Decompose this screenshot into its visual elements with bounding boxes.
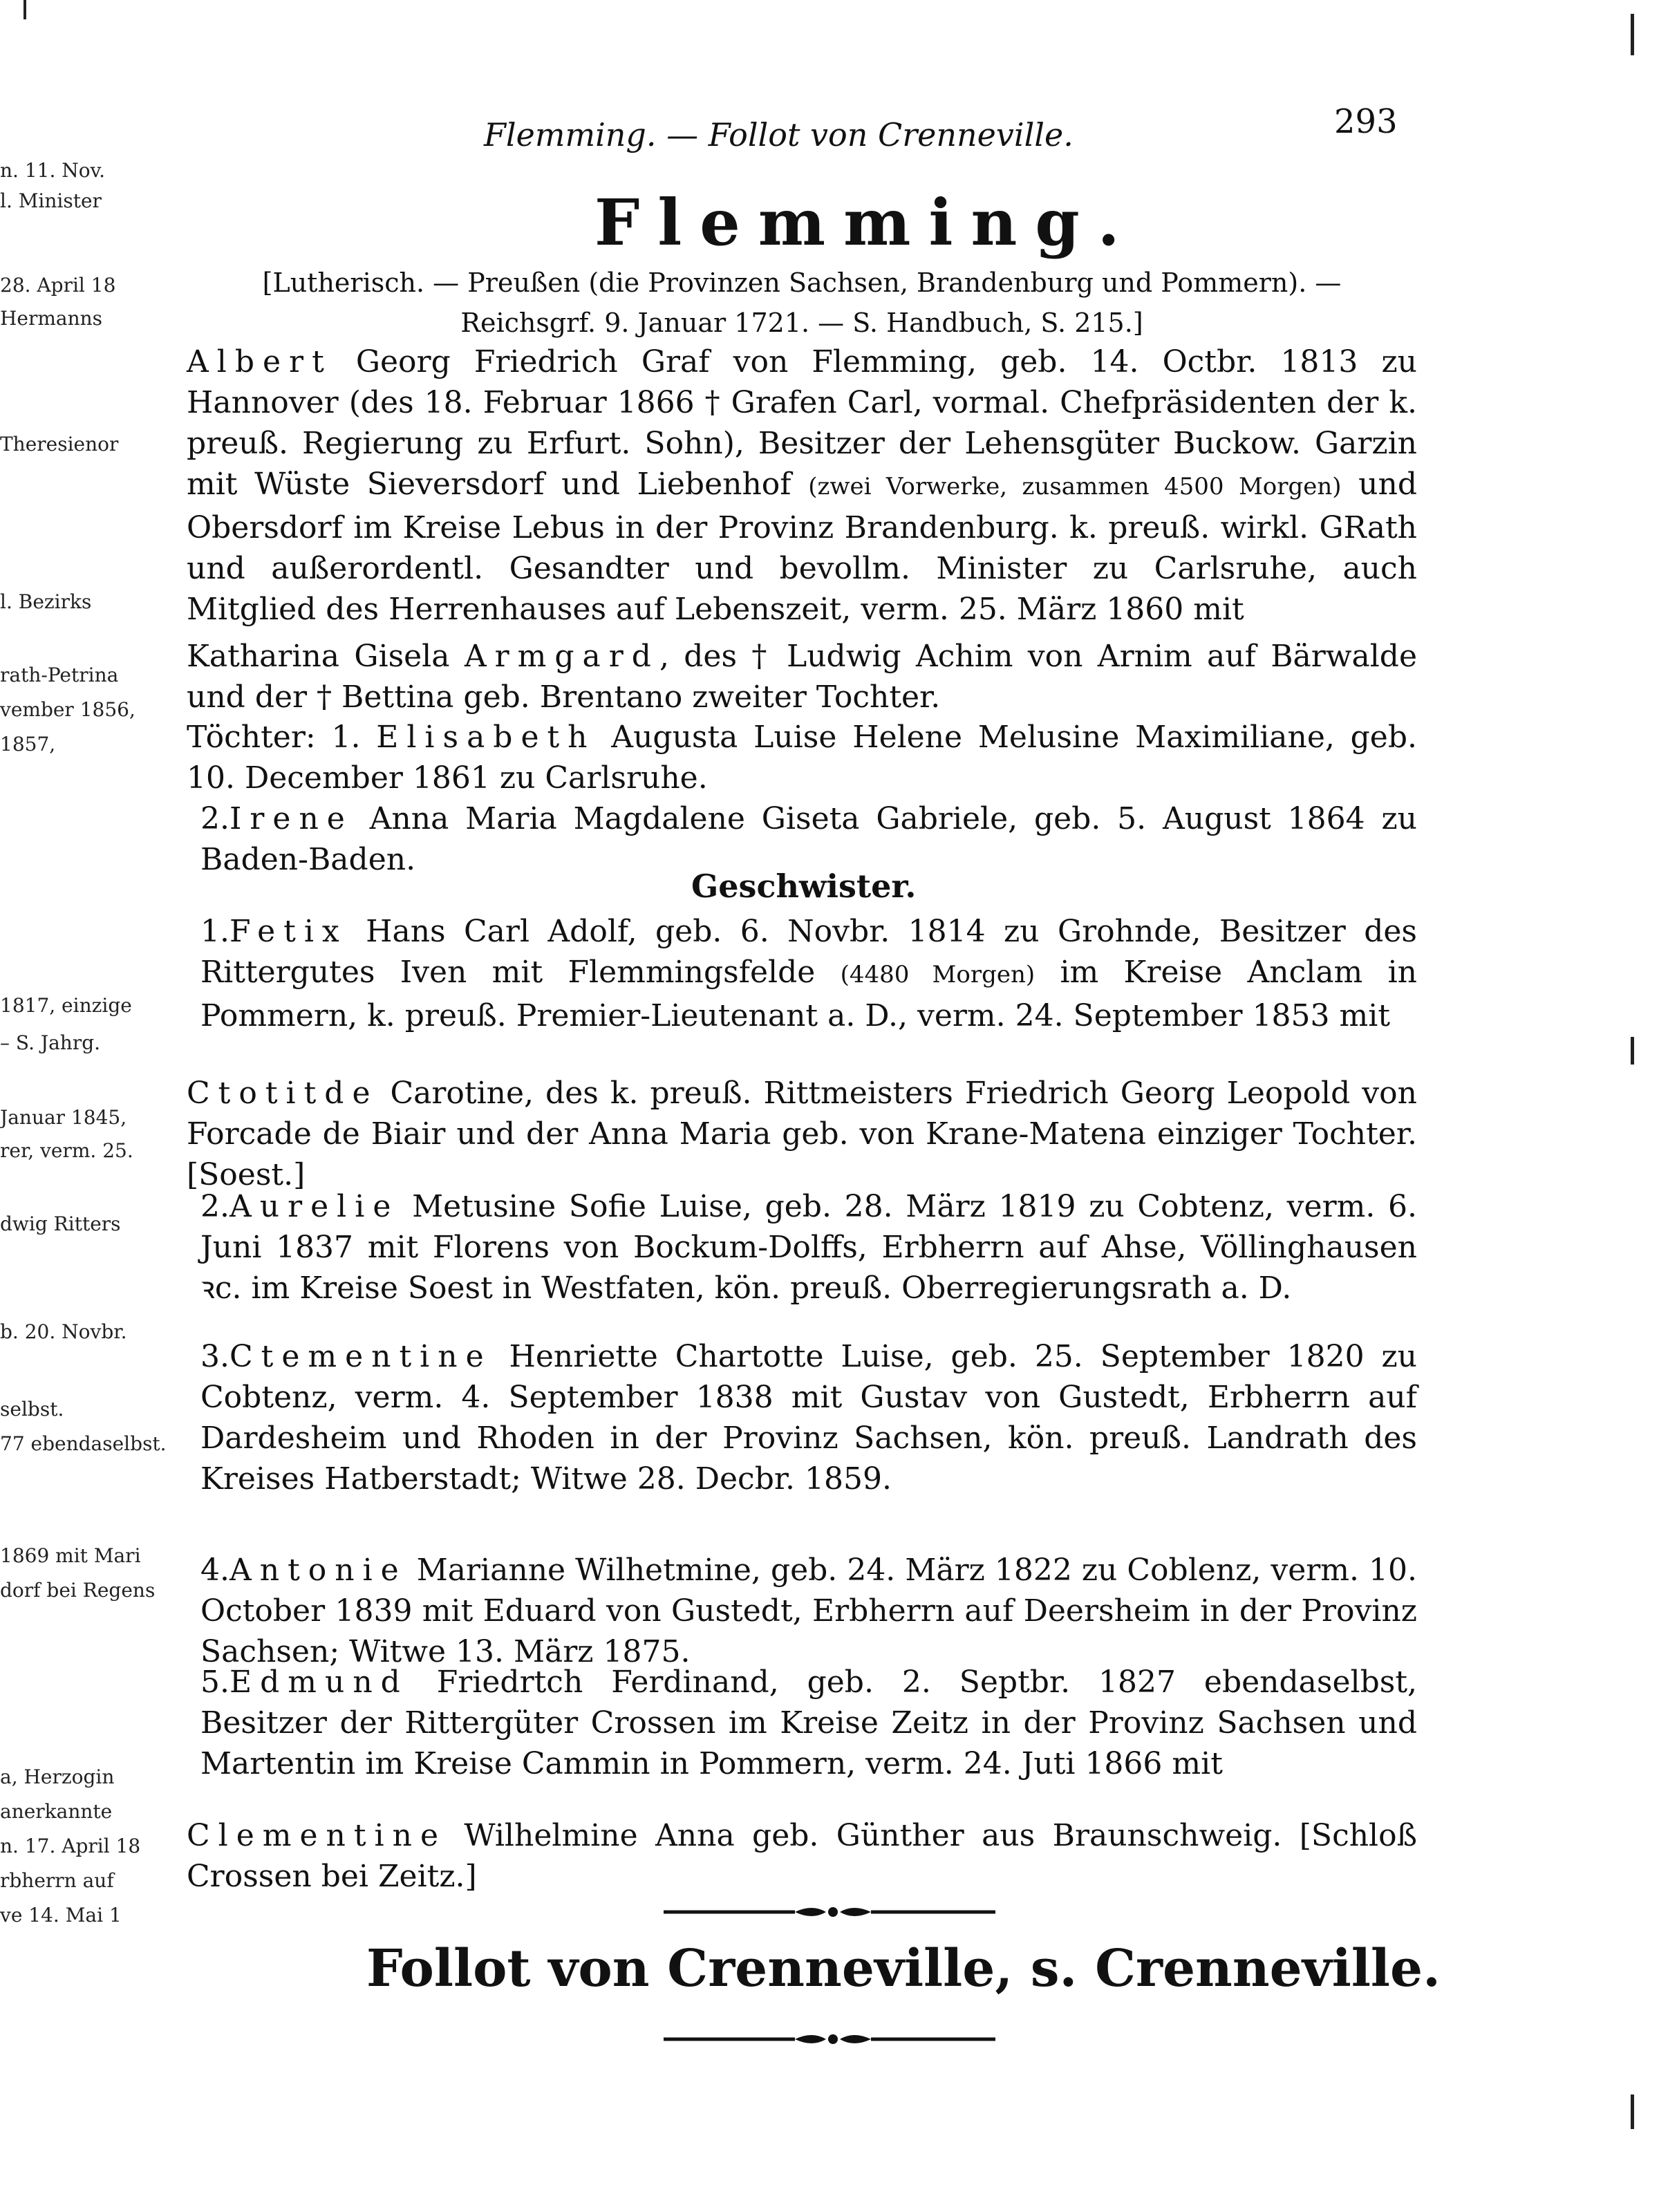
sibling-text: Henriette Chartotte Luise, geb. 25. September 1820 zu Cobtenz, verm. 4. September 1838 mit Gustav von Gustedt, Erbherrn auf Dardesheim und Rhoden in der Provinz Sachsen, kön. preuß. Landrath des Kreises Hatberstadt; Witwe 28. Decbr. 1859. (200, 1339, 1417, 1497)
sibling-text: Hans Carl Adolf, geb. 6. Novbr. 1814 zu Grohnde, Besitzer des Rittergutes Iven mit Flemmingsfelde (200, 914, 1417, 990)
margin-fragment: rbherrn auf (0, 1869, 114, 1892)
sibling-name: Aurelie (229, 1189, 400, 1224)
daughter-text: Augusta Luise Helene Melusine Maximiliane, geb. 10. December 1861 zu Carlsruhe. (187, 720, 1417, 796)
header-note-line: [Lutherisch. — Preußen (die Provinzen Sachsen, Brandenburg und Pommern). — (262, 268, 1342, 298)
edge-mark (24, 0, 26, 19)
list-number: 1. (331, 720, 377, 755)
margin-fragment: vember 1856, (0, 698, 135, 721)
sibling-entry (200, 1550, 1417, 1672)
margin-fragment: selbst. (0, 1398, 64, 1421)
margin-fragment: Theresienor (0, 433, 119, 456)
sibling-spouse-name: Clementine (187, 1818, 447, 1853)
margin-fragment: rath-Petrina (0, 664, 119, 686)
sibling-text: Friedrtch Ferdinand, geb. 2. Septbr. 1827 ebendaselbst, Besitzer der Rittergüter Crossen im Kreise Zeitz in der Provinz Sachsen und Martentin im Kreise Cammin in Pommern, verm. 24. Juti 1866 mit (200, 1665, 1417, 1781)
list-number: 2. (200, 1189, 229, 1224)
margin-fragment: n. 17. April 18 (0, 1835, 141, 1857)
daughter-text: Anna Maria Magdalene Giseta Gabriele, geb. 5. August 1864 zu Baden-Baden. (200, 801, 1417, 877)
margin-fragment: – S. Jahrg. (0, 1031, 101, 1054)
sibling-spouse-text: Carotine, des k. preuß. Rittmeisters Friedrich Georg Leopold von Forcade de Biair und der Anna Maria geb. von Krane-Matena einziger Tochter. [Soest.] (187, 1076, 1417, 1192)
sibling-entry (200, 1186, 1417, 1309)
margin-fragment: Hermanns (0, 307, 103, 330)
margin-fragment: n. 11. Nov. (0, 159, 106, 182)
section-heading: Geschwister. (691, 868, 917, 905)
sibling-spouse-entry (187, 1815, 1417, 1897)
entry-text: Georg Friedrich Graf von Flemming, geb. 14. Octbr. 1813 zu Hannover (des 18. Februar 1866 † Grafen Carl, vormal. Chefpräsidenten der k. preuß. Regierung zu Erfurt. Sohn), Besitzer der Lehensgüter Buckow. Garzin mit Wüste Sieversdorf und Liebenhof (187, 344, 1417, 502)
entry-note: (zwei Vorwerke, zusammen 4500 Morgen) (808, 473, 1342, 500)
margin-fragment: anerkannte (0, 1800, 113, 1823)
sibling-name: Antonie (229, 1553, 407, 1588)
edge-mark (1631, 14, 1634, 55)
entry-text: und Obersdorf im Kreise Lebus in der Provinz Brandenburg. k. preuß. wirkl. GRath und außerordentl. Gesandter und bevollm. Minister zu Carlsruhe, auch Mitglied des Herrenhauses auf Lebenszeit, verm. 25. März 1860 mit (187, 467, 1417, 627)
sibling-text: im Kreise Anclam in Pommern, k. preuß. Premier-Lieutenant a. D., verm. 24. September 1853 mit (200, 955, 1418, 1033)
margin-fragment: 1857, (0, 733, 56, 756)
sibling-spouse-name: Ctotitde (187, 1076, 379, 1111)
margin-fragment: ve 14. Mai 1 (0, 1904, 122, 1927)
spouse-text: , des † Ludwig Achim von Arnim auf Bärwalde und der † Bettina geb. Brentano zweiter Tochter. (187, 639, 1417, 715)
margin-fragment: a, Herzogin (0, 1765, 115, 1788)
spouse-first-names: Katharina Gisela (187, 639, 465, 674)
entry-name: Albert (187, 344, 332, 379)
sibling-name: Ctementine (229, 1339, 492, 1374)
daughter-name: Irene (229, 801, 353, 836)
sibling-entry (200, 1336, 1417, 1499)
header-note (187, 263, 1417, 343)
daughter-name: Elisabeth (376, 720, 596, 755)
sibling-entry (200, 1662, 1417, 1784)
page-number: 293 (1334, 102, 1398, 141)
edge-mark (1631, 2094, 1634, 2129)
margin-fragment: b. 20. Novbr. (0, 1320, 127, 1343)
header-note-line: Reichsgrf. 9. Januar 1721. — S. Handbuch, S. 215.] (460, 308, 1143, 338)
daughters-label: Töchter: (187, 720, 332, 755)
spouse-entry (187, 636, 1417, 718)
sibling-text: Metusine Sofie Luise, geb. 28. März 1819 zu Cobtenz, verm. 6. Juni 1837 mit Florens von Bockum-Dolffs, Erbherrn auf Ahse, Völlinghausen ꝛc. im Kreise Soest in Westfaten, kön. preuß. Oberregierungsrath a. D. (200, 1189, 1417, 1306)
ornamental-rule (664, 1891, 995, 1933)
margin-fragment: 77 ebendaselbst. (0, 1432, 167, 1455)
sibling-text: Marianne Wilhetmine, geb. 24. März 1822 zu Coblenz, verm. 10. October 1839 mit Eduard von Gustedt, Erbherrn auf Deersheim in der Provinz Sachsen; Witwe 13. März 1875. (200, 1553, 1417, 1669)
margin-fragment: Januar 1845, (0, 1106, 127, 1129)
list-number: 4. (200, 1553, 229, 1588)
page-title: Flemming. (594, 185, 1138, 260)
margin-fragment: rer, verm. 25. (0, 1139, 133, 1162)
list-number: 5. (200, 1665, 229, 1700)
list-number: 2. (200, 801, 229, 836)
sibling-spouse-text: Wilhelmine Anna geb. Günther aus Braunschweig. [Schloß Crossen bei Zeitz.] (187, 1818, 1417, 1894)
list-number: 1. (200, 914, 229, 949)
margin-fragment: 1817, einzige (0, 994, 132, 1017)
margin-fragment: l. Minister (0, 189, 102, 212)
sibling-note: (4480 Morgen) (840, 961, 1035, 988)
sibling-name: Edmund (229, 1665, 409, 1700)
list-number: 3. (200, 1339, 229, 1374)
margin-fragment: dorf bei Regens (0, 1579, 156, 1602)
margin-fragment: dwig Ritters (0, 1212, 121, 1235)
edge-mark (1631, 1037, 1634, 1065)
sibling-entry (200, 911, 1417, 1036)
margin-fragment: 28. April 18 (0, 274, 116, 297)
running-head: Flemming. — Follot von Crenneville. (484, 116, 1074, 153)
margin-fragment: 1869 mit Mari (0, 1544, 141, 1567)
ornamental-rule (664, 2018, 995, 2060)
main-entry (187, 341, 1417, 630)
spouse-name: Armgard (464, 639, 659, 674)
margin-fragment: l. Bezirks (0, 590, 92, 613)
sibling-spouse-entry (187, 1073, 1417, 1195)
daughters-entry (187, 717, 1417, 798)
cross-reference: Follot von Crenneville, s. Crenneville. (366, 1939, 1441, 1998)
sibling-name: Fetix (229, 914, 348, 949)
